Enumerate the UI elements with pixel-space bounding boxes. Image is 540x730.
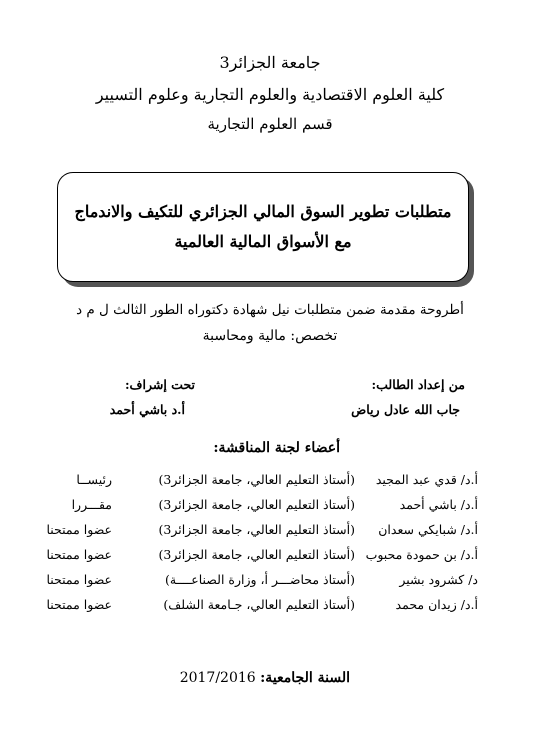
supervisor-label: تحت إشراف: xyxy=(124,377,195,392)
thesis-title-line-1: متطلبات تطوير السوق المالي الجزائري للتكيف والاندماج xyxy=(74,202,452,221)
member-position: (أستاذ التعليم العالي، جامعة الجزائر3) xyxy=(158,472,355,487)
member-name: أ.د/ بن حمودة محبوب xyxy=(365,547,478,562)
committee-row xyxy=(0,547,540,572)
committee-row xyxy=(0,597,540,622)
member-name: د/ كشرود بشير xyxy=(399,572,478,587)
committee-row xyxy=(0,497,540,522)
member-position: (أستاذ التعليم العالي، جـامعة الشلف) xyxy=(163,597,355,612)
committee-row xyxy=(0,572,540,597)
faculty-name: كلية العلوم الاقتصادية والعلوم التجارية وعلوم التسيير xyxy=(95,85,445,104)
member-position: (أستاذ التعليم العالي، جامعة الجزائر3) xyxy=(158,497,355,512)
department-name: قسم العلوم التجارية xyxy=(207,115,333,133)
thesis-title-line-2: مع الأسواق المالية العالمية xyxy=(174,232,352,251)
member-role: رئيســا xyxy=(76,472,112,487)
member-role: عضوا ممتحنا xyxy=(46,597,112,612)
member-name: أ.د/ باشي أحمد xyxy=(399,497,478,512)
member-role: عضوا ممتحنا xyxy=(46,547,112,562)
prepared-by-label: من إعداد الطالب: xyxy=(371,377,465,392)
member-position: (أستاذ التعليم العالي، جامعة الجزائر3) xyxy=(158,522,355,537)
member-name: أ.د/ قدي عبد المجيد xyxy=(375,472,478,487)
member-position: (أستاذ محاضـــر أ، وزارة الصناعــــة) xyxy=(165,572,355,587)
thesis-title-box xyxy=(57,172,469,282)
student-name: جاب الله عادل رياض xyxy=(351,402,460,417)
academic-year xyxy=(180,670,350,686)
specialization: تخصص: مالية ومحاسبة xyxy=(202,328,338,344)
academic-year-label: السنة الجامعية: xyxy=(260,670,350,686)
member-position: (أستاذ التعليم العالي، جامعة الجزائر3) xyxy=(158,547,355,562)
member-role: مقـــررا xyxy=(71,497,112,512)
member-role: عضوا ممتحنا xyxy=(46,572,112,587)
member-role: عضوا ممتحنا xyxy=(46,522,112,537)
committee-title: أعضاء لجنة المناقشة: xyxy=(213,440,340,456)
university-name: جامعة الجزائر3 xyxy=(219,53,321,72)
member-name: أ.د/ زيدان محمد xyxy=(395,597,478,612)
thesis-note: أطروحة مقدمة ضمن متطلبات نيل شهادة دكتوراه الطور الثالث ل م د xyxy=(76,302,464,318)
supervisor-name: أ.د باشي أحمد xyxy=(109,402,185,417)
academic-year-value: 2017/2016 xyxy=(179,670,256,686)
member-name: أ.د/ شبايكي سعدان xyxy=(378,522,478,537)
committee-row xyxy=(0,522,540,547)
committee-row xyxy=(0,472,540,497)
committee-list xyxy=(0,472,540,622)
